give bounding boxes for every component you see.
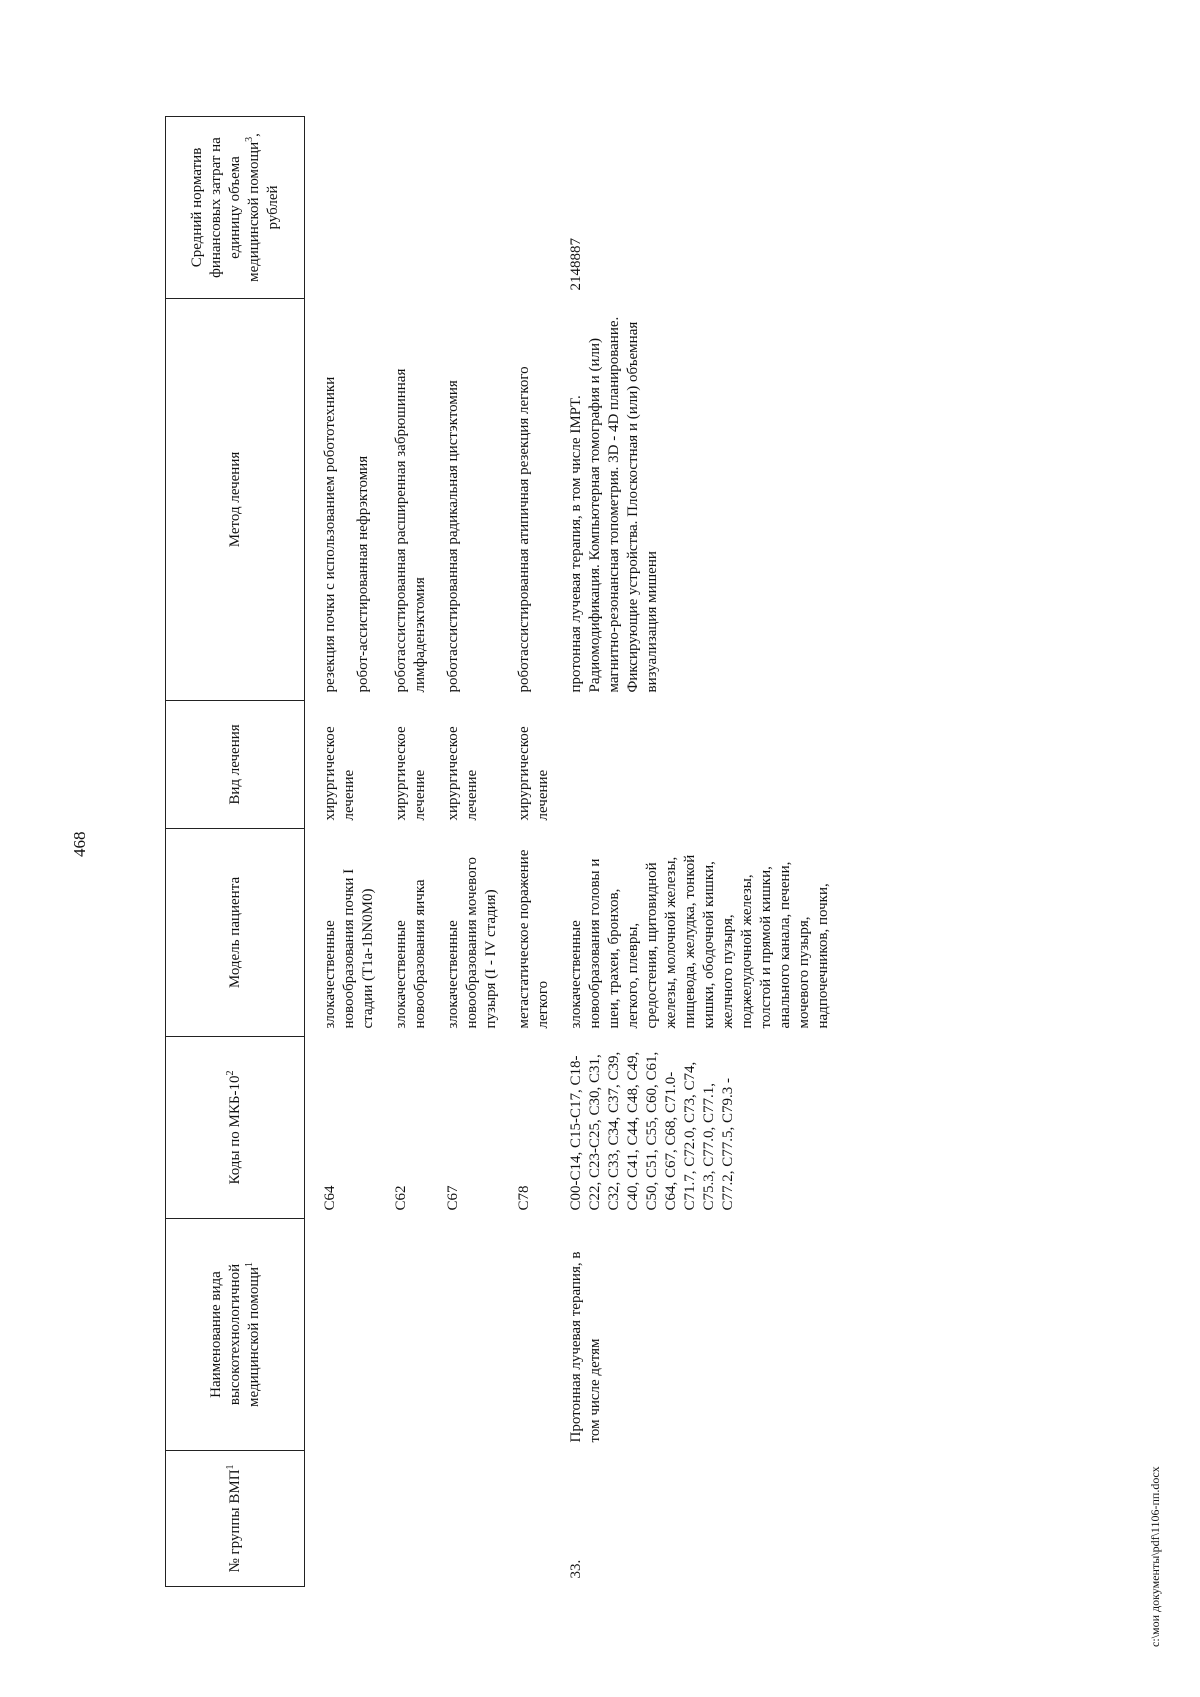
cell-model: злокачественные новообразования головы и шеи, трахеи, бронхов, легкого, плевры, средостения, щитовидной железы, молочной железы, пищевода, желудка, тонкой кишки, ободочной кишки, желчного пузыря, поджелудочной железы, толстой и прямой кишки, анального канала, печени, мочевого пузыря, надпочечников, почки, (568, 854, 831, 1029)
method-item: протонная лучевая терапия, в том числе IMPT. Радиомодификация. Компьютерная томография и (или) магнитно-резонансная топометрия. 3D - 4D планирование. Фиксирующие устройства. Плоскостная и (или) объемная визуализация мишени (568, 316, 660, 693)
cell-codes: C00-C14, C15-C17, C18-C22, C23-C25, C30, C31, C32, C33, C34, C37, C39, C40, C41, C44, C48, C49, C50, C51, C55, C60, C61, C64, C67, C68, C71.0-C71.7, C72.0, C73, C74, C75.3, C77.0, C77.1, C77.2, C77.5, C79.3 - (568, 1051, 736, 1211)
method-item: роботассистированная атипичная резекция легкого (516, 366, 532, 693)
cell-name: Протонная лучевая терапия, в том числе детям (568, 1251, 603, 1443)
header-norm-suffix: , рублей (245, 133, 281, 230)
footnote-marker: 3 (243, 136, 255, 142)
cell-method (567, 299, 847, 701)
cell-group (392, 1451, 444, 1587)
footnote-marker: 2 (224, 1070, 236, 1076)
page-number: 468 (70, 831, 89, 857)
method-item: роботассистированная радикальная цистэктомия (445, 380, 461, 693)
cell-codes: C78 (516, 1185, 532, 1211)
cell-group (444, 1451, 515, 1587)
footnote-marker: 1 (224, 1464, 236, 1470)
cell-norm (392, 117, 444, 299)
cell-codes: C67 (445, 1185, 461, 1211)
cell-model: злокачественные новообразования мочевого пузыря (I - IV стадия) (445, 857, 499, 1029)
footer-file-path: c:\мои документы\pdf\1106-пп.docx (1148, 1466, 1162, 1647)
cell-type (567, 701, 847, 829)
header-name (166, 1219, 305, 1451)
cell-codes: C64 (322, 1185, 338, 1211)
cell-norm: 2148887 (568, 238, 584, 291)
cell-method (392, 299, 444, 701)
cell-norm (305, 117, 393, 299)
cell-model: злокачественные новообразования почки I стадии (T1a-1bN0M0) (322, 868, 376, 1029)
cell-name (392, 1219, 444, 1451)
method-item: роботассистированная расширенная забрюшинная лимфаденэктомия (393, 368, 428, 693)
table-row (392, 117, 444, 1587)
header-codes-text: Коды по МКБ-10 (226, 1075, 243, 1185)
cell-method (305, 299, 393, 701)
table-row (444, 117, 515, 1587)
cell-type: хирургическое лечение (516, 726, 551, 821)
method-item: робот-ассистированная нефрэктомия (355, 455, 371, 693)
cell-model: метастатическое поражение легкого (516, 849, 551, 1029)
vmp-table (165, 116, 847, 1587)
header-model (166, 829, 305, 1037)
table-row (515, 117, 567, 1587)
cell-model: злокачественные новообразования яичка (393, 879, 428, 1029)
cell-type: хирургическое лечение (393, 726, 428, 821)
cell-name (305, 1219, 393, 1451)
header-norm (166, 117, 305, 299)
table-row (305, 117, 393, 1587)
header-method-text: Метод лечения (226, 451, 243, 548)
header-method (166, 299, 305, 701)
footnote-marker: 1 (243, 1262, 255, 1268)
header-name-text: Наименование вида высокотехнологичной медицинской помощи (207, 1263, 262, 1407)
cell-method (515, 299, 567, 701)
header-group (166, 1451, 305, 1587)
header-norm-text: Средний норматив финансовых затрат на единицу объема медицинской помощи (188, 137, 262, 282)
cell-method (444, 299, 515, 701)
header-model-text: Модель пациента (226, 876, 243, 989)
header-group-text: № группы ВМП (226, 1469, 243, 1573)
cell-name (444, 1219, 515, 1451)
header-type (166, 701, 305, 829)
table-header-row (166, 117, 305, 1587)
cell-norm (515, 117, 567, 299)
cell-name (515, 1219, 567, 1451)
header-type-text: Вид лечения (226, 724, 243, 805)
cell-group (515, 1451, 567, 1587)
cell-group: 33. (568, 1559, 584, 1579)
cell-group (305, 1451, 393, 1587)
method-item: резекция почки с использованием робототехники (322, 376, 338, 693)
table-row (567, 117, 847, 1587)
cell-type: хирургическое лечение (322, 726, 357, 821)
cell-type: хирургическое лечение (445, 726, 480, 821)
cell-norm (444, 117, 515, 299)
cell-codes: C62 (393, 1185, 409, 1211)
header-codes (166, 1037, 305, 1219)
